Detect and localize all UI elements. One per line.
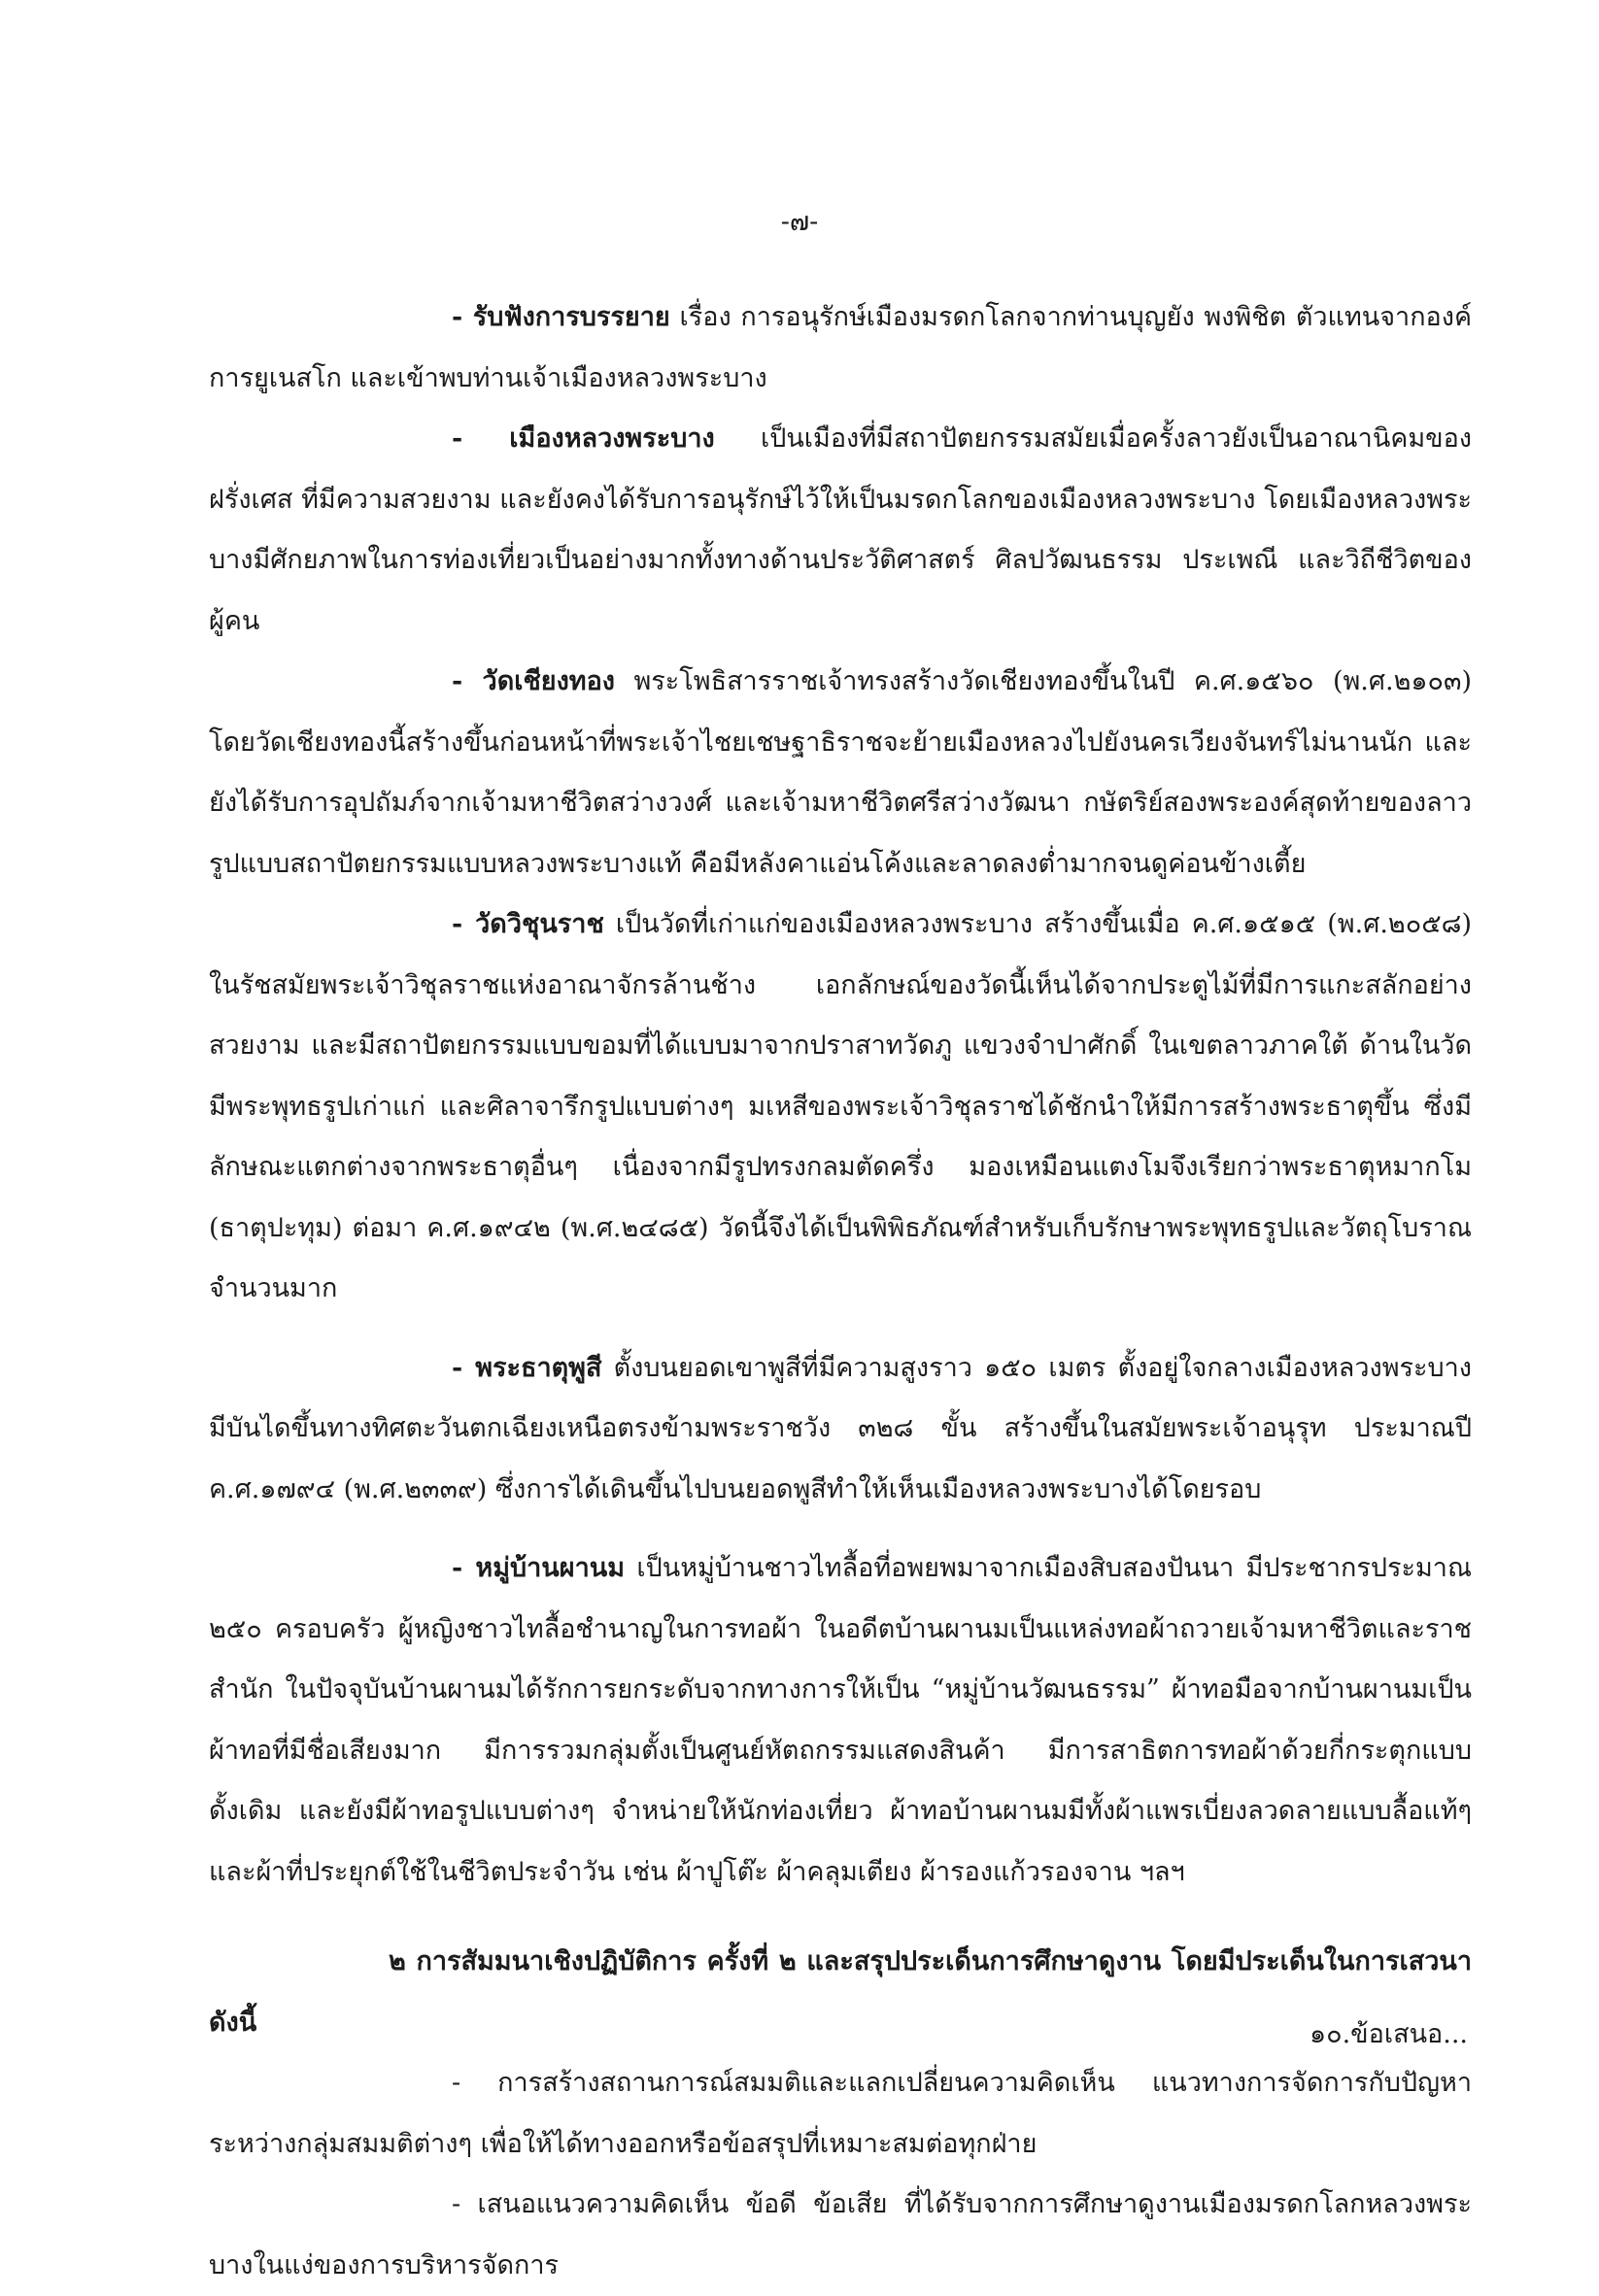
item-text: เป็นหมู่บ้านชาวไทลื้อที่อพยพมาจากเมืองสิบสองปันนา มีประชากรประมาณ ๒๕๐ ครอบครัว ผู้หญิงชาวไทลื้อชำนาญในการทอผ้า ในอดีตบ้านผานมเป็นแหล่งทอผ้าถวายเจ้ามหาชีวิตและราชสำนัก ในปัจจุบันบ้านผานมได้รักการยกระดับจากทางการให้เป็น “หมู่บ้านวัฒนธรรม” ผ้าทอมือจากบ้านผานมเป็นผ้าทอที่มีชื่อเสียงมาก มีการรวมกลุ่มตั้งเป็นศูนย์หัตถกรรมแสดงสินค้า มีการสาธิตการทอผ้าด้วยกี่กระตุกแบบดั้งเดิม และยังมีผ้าทอรูปแบบต่างๆ จำหน่ายให้นักท่องเที่ยว ผ้าทอบ้านผานมมีทั้งผ้าแพรเบี่ยงลวดลายแบบลื้อแท้ๆ และผ้าที่ประยุกต์ใช้ในชีวิตประจำวัน เช่น ผ้าปูโต๊ะ ผ้าคลุมเตียง ผ้ารองแก้วรองจาน ฯลฯ	[209, 1553, 1472, 1887]
item-luang-prabang	[209, 409, 1472, 652]
item-lecture	[209, 287, 1472, 409]
item-text: เรื่อง การอนุรักษ์เมืองมรดกโลกจากท่านบุญยัง พงพิชิต ตัวแทนจากองค์การยูเนสโก และเข้าพบท่านเจ้าเมืองหลวงพระบาง	[209, 302, 1472, 393]
item-text: เป็นเมืองที่มีสถาปัตยกรรมสมัยเมื่อครั้งลาวยังเป็นอาณานิคมของฝรั่งเศส ที่มีความสวยงาม และยังคงได้รับการอนุรักษ์ไว้ให้เป็นมรดกโลกของเมืองหลวงพระบาง โดยเมืองหลวงพระบางมีศักยภาพในการท่องเที่ยวเป็นอย่างมากทั้งทางด้านประวัติศาสตร์ ศิลปวัฒนธรรม ประเพณี และวิถีชีวิตของผู้คน	[209, 423, 1472, 636]
document-body	[209, 287, 1472, 2296]
item-wat-visoun	[209, 895, 1472, 1320]
item-title: - เมืองหลวงพระบาง	[452, 423, 715, 454]
item-title: - หมู่บ้านผานม	[452, 1553, 625, 1583]
section-heading: ๒ การสัมมนาเชิงปฏิบัติการ ครั้งที่ ๒ และสรุปประเด็นการศึกษาดูงาน โดยมีประเด็นในการเสวนาดังนี้	[209, 1946, 1472, 2038]
item-title: - พระธาตุพูสี	[452, 1352, 602, 1383]
item-ban-phanom	[209, 1538, 1472, 1903]
item-text: ตั้งบนยอดเขาพูสีที่มีความสูงราว ๑๕๐ เมตร ตั้งอยู่ใจกลางเมืองหลวงพระบาง มีบันไดขึ้นทางทิศตะวันตกเฉียงเหนือตรงข้ามพระราชวัง ๓๒๘ ขั้น สร้างขึ้นในสมัยพระเจ้าอนุรุท ประมาณปี ค.ศ.๑๗๙๔ (พ.ศ.๒๓๓๙) ซึ่งการได้เดินขึ้นไปบนยอดพูสีทำให้เห็นเมืองหลวงพระบางได้โดยรอบ	[209, 1352, 1472, 1504]
item-title: - วัดวิชุนราช	[452, 909, 604, 939]
item-title: - วัดเชียงทอง	[452, 666, 615, 696]
page-number: -๗-	[780, 207, 819, 237]
next-page-marker: ๑๐.ข้อเสนอ...	[1309, 2019, 1468, 2049]
item-title: - รับฟังการบรรยาย	[452, 302, 670, 332]
section-point: - การสร้างสถานการณ์สมมติและแลกเปลี่ยนความคิดเห็น แนวทางการจัดการกับปัญหาระหว่างกลุ่มสมมติต่างๆ เพื่อให้ได้ทางออกหรือข้อสรุปที่เหมาะสมต่อทุกฝ่าย	[209, 2068, 1472, 2159]
item-text: เป็นวัดที่เก่าแก่ของเมืองหลวงพระบาง สร้างขึ้นเมื่อ ค.ศ.๑๕๑๕ (พ.ศ.๒๐๕๘) ในรัชสมัยพระเจ้าวิชุลราชแห่งอาณาจักรล้านช้าง เอกลักษณ์ของวัดนี้เห็นได้จากประตูไม้ที่มีการแกะสลักอย่างสวยงาม และมีสถาปัตยกรรมแบบขอมที่ได้แบบมาจากปราสาทวัดภู แขวงจำปาศักดิ์ ในเขตลาวภาคใต้ ด้านในวัดมีพระพุทธรูปเก่าแก่ และศิลาจารึกรูปแบบต่างๆ มเหสีของพระเจ้าวิชุลราชได้ชักนำให้มีการสร้างพระธาตุขึ้น ซึ่งมีลักษณะแตกต่างจากพระธาตุอื่นๆ เนื่องจากมีรูปทรงกลมตัดครึ่ง มองเหมือนแตงโมจึงเรียกว่าพระธาตุหมากโม (ธาตุปะทุม) ต่อมา ค.ศ.๑๙๔๒ (พ.ศ.๒๔๘๕) วัดนี้จึงได้เป็นพิพิธภัณฑ์สำหรับเก็บรักษาพระพุทธรูปและวัตถุโบราณจำนวนมาก	[209, 909, 1472, 1303]
section-point: - เสนอแนวความคิดเห็น ข้อดี ข้อเสีย ที่ได้รับจากการศึกษาดูงานเมืองมรดกโลกหลวงพระบางในแง่ของการบริหารจัดการ	[209, 2189, 1472, 2280]
item-text: พระโพธิสารราชเจ้าทรงสร้างวัดเชียงทองขึ้นในปี ค.ศ.๑๕๖๐ (พ.ศ.๒๑๐๓) โดยวัดเชียงทองนี้สร้างขึ้นก่อนหน้าที่พระเจ้าไชยเชษฐาธิราชจะย้ายเมืองหลวงไปยังนครเวียงจันทร์ไม่นานนัก และยังได้รับการอุปถัมภ์จากเจ้ามหาชีวิตสว่างวงศ์ และเจ้ามหาชีวิตศรีสว่างวัฒนา กษัตริย์สองพระองค์สุดท้ายของลาว รูปแบบสถาปัตยกรรมแบบหลวงพระบางแท้ คือมีหลังคาแอ่นโค้งและลาดลงต่ำมากจนดูค่อนข้างเตี้ย	[209, 666, 1472, 879]
item-wat-xieng-thong	[209, 652, 1472, 895]
item-phousi	[209, 1338, 1472, 1521]
